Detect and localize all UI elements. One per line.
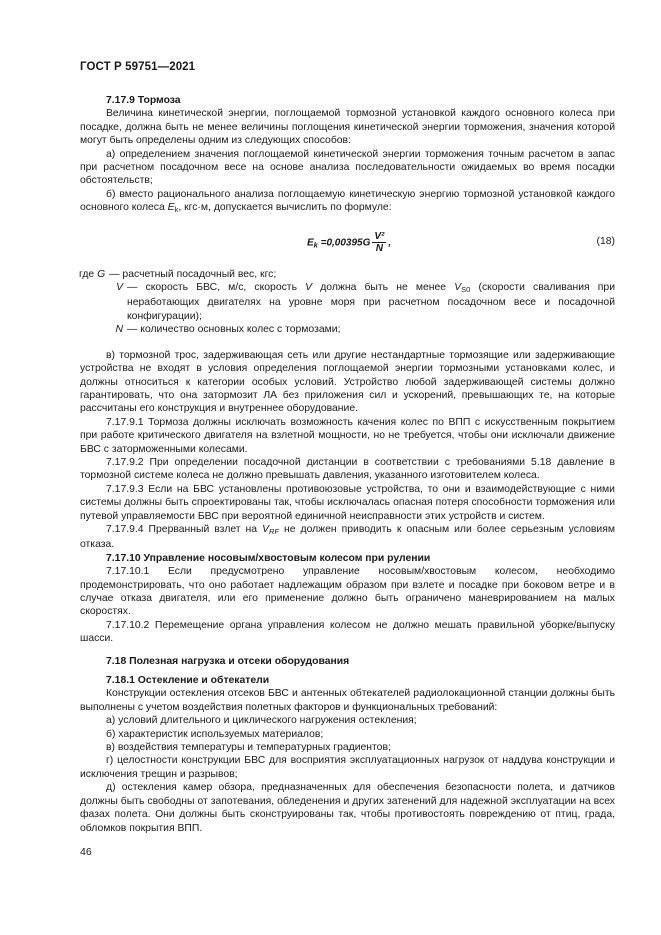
variable-definitions <box>80 268 615 337</box>
list-item-g: г) целостности конструкции БВС для восприятия эксплуатационных нагрузок от наддува конструкции и исключения трещин и разрывов; <box>80 755 615 780</box>
list-item-b: б) характеристик используемых материалов; <box>106 728 324 740</box>
paragraph-7-17-9-2: 7.17.9.2 При определении посадочной дистанции в соответствии с требованиями 5.18 давление в тормозной системе колеса не должно превышать давления, указанного изготовителем колеса. <box>80 456 615 482</box>
paragraph-7-17-9-4: 7.17.9.4 Прерванный взлет на $V_{RF}$ не должен приводить к опасным или более серьезным условиям отказа. <box>80 523 615 551</box>
definition-V: V — скорость БВС, м/с, скорость V должна быть не менее $V_{S0}$ (скорости сваливания при неработающих двигателях на уровне моря при расчетном посадочном весе и посадочной конфигурации); <box>116 282 615 322</box>
section-heading-7-17-10: 7.17.10 Управление носовым/хвостовым колесом при рулении <box>106 552 431 564</box>
formula-expression: $E_k =0,00395G$ $\frac{\text{V²}}{N}$ , <box>307 230 392 254</box>
formula-number: (18) <box>596 235 615 247</box>
list-item-v: в) воздействия температуры и температурных градиентов; <box>106 742 391 754</box>
page-number: 46 <box>80 846 92 858</box>
section-heading-7-18-1: 7.18.1 Остекление и обтекатели <box>106 675 270 687</box>
definition-N: N — количество основных колес с тормозами; <box>115 324 341 336</box>
formula-fraction: $\frac{\text{V²}}{N}$ <box>374 230 385 254</box>
formula-18 <box>80 219 615 265</box>
list-item-a: а) определением значения поглощаемой кинетической энергии торможения точным расчетом в запас при расчетном посадочном весе на основе анализа последовательности ожидаемых во время посадки обстоятельств; <box>80 148 615 187</box>
paragraph-7-17-10-2: 7.17.10.2 Перемещение органа управления колесом не должно мешать правильной уборке/выпуску шасси. <box>80 619 615 645</box>
paragraph-7-17-9-1: 7.17.9.1 Тормоза должны исключать возможность качения колес по ВПП с искусственным покрытием при работе критического двигателя на взлетной мощности, но не требуется, чтобы они исключали движение БВС с заторможенными колесами. <box>80 416 615 455</box>
page-body <box>80 94 615 835</box>
list-item-v: в) тормозной трос, задерживающая сеть или другие нестандартные тормозящие или задерживающие устройства не входят в условия определения поглощаемой энергии тормозными установками колес, и должны относиться к категории особых условий. Устройство любой задерживающей системы должно гарантировать, что она затормозит ЛА без приложения сил и ускорений, превышающих те, на которые рассчитаны его конструкция и внутреннее оборудование. <box>80 349 615 415</box>
document-header: ГОСТ Р 59751—2021 <box>80 61 196 73</box>
paragraph-7-17-10-1: 7.17.10.1 Если предусмотрено управление носовым/хвостовым колесом, необходимо продемонстрировать, что оно работает надлежащим образом при взлете и посадке при боковом ветре и в случае отказа двигателя, или его применение должно быть ограничено маневрированием на малых скоростях. <box>80 566 615 618</box>
paragraph: Конструкции остекления отсеков БВС и антенных обтекателей радиолокационной станции должны быть выполнены с учетом воздействия полетных факторов и функциональных требований: <box>80 688 615 713</box>
list-item-a: а) условий длительного и циклического нагружения остекления; <box>106 715 417 727</box>
paragraph-7-17-9-3: 7.17.9.3 Если на БВС установлены противоюзовые устройства, то они и взаимодействующие с ними системы должны быть спроектированы так, чтобы исключалась опасная потеря способности торможения или путевой управляемости БВС при вероятной единичной неисправности этих устройств и систем. <box>80 483 615 522</box>
list-item-d: д) остекления камер обзора, предназначенных для обеспечения безопасности полета, и датчиков должны быть свободны от запотевания, обледенения и других затенений для надежной эксплуатации на всех фазах полета. Они должны быть сконструированы так, чтобы противостоять повреждению от птиц, града, обломков покрытия ВПП. <box>80 782 615 834</box>
section-heading-7-17-9: 7.17.9 Тормоза <box>106 95 181 106</box>
list-item-b: б) вместо рационального анализа поглощаемую кинетическую энергию тормозной установкой каждого основного колеса $E_k$, кгс·м, допускается вычислить по формуле: <box>80 188 615 215</box>
paragraph: Величина кинетической энергии, поглощаемой тормозной установкой каждого основного колеса при посадке, должна быть не менее величины поглощения кинетической энергии торможения, значения которой могут быть определены одним из следующих способов: <box>80 108 615 147</box>
definition-G: где G — расчетный посадочный вес, кгс; <box>79 268 277 280</box>
section-heading-7-18: 7.18 Полезная нагрузка и отсеки оборудования <box>106 655 350 667</box>
